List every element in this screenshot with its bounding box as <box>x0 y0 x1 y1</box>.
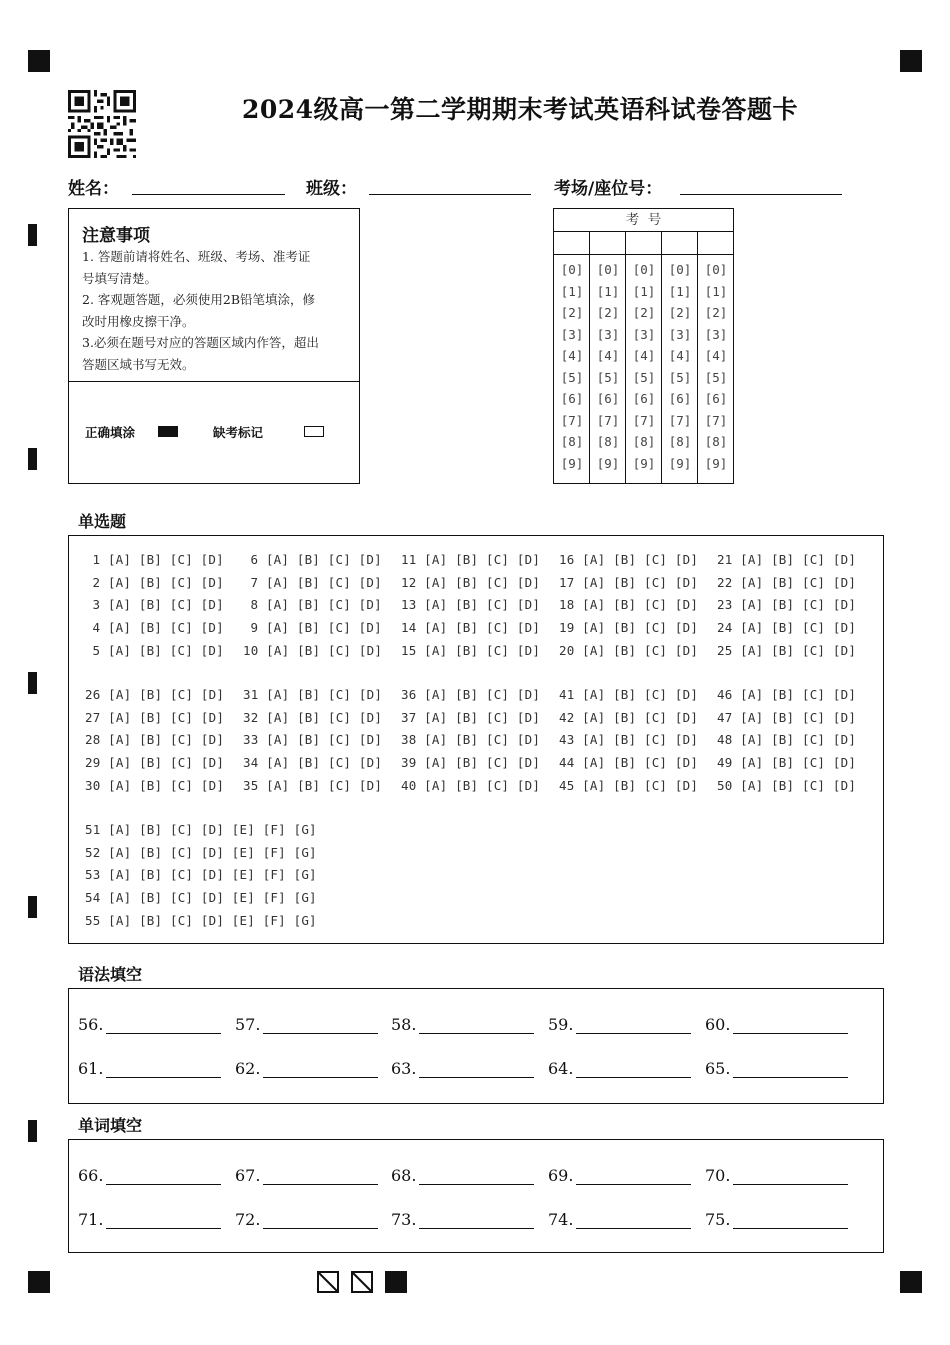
notice-title: 注意事项 <box>82 226 150 246</box>
choice-question-row[interactable]: 27 [A] [B] [C] [D] <box>85 709 225 725</box>
exam-digit-bubble[interactable]: [7] <box>632 412 656 428</box>
notice-line: 改时用橡皮擦干净。 <box>82 313 195 329</box>
exam-digit-bubble[interactable]: [5] <box>596 369 620 385</box>
fill-answer-line[interactable] <box>263 1077 378 1078</box>
exam-digit-bubble[interactable]: [4] <box>560 348 584 363</box>
fill-question-number: 72. <box>235 1210 261 1229</box>
slash-square-icon <box>317 1271 339 1293</box>
fill-answer-line[interactable] <box>733 1077 848 1078</box>
notice-text <box>82 246 352 375</box>
choice-question-row[interactable]: 30 [A] [B] [C] [D] <box>85 777 225 793</box>
exam-number-column <box>662 259 698 474</box>
notice-divider <box>69 381 359 382</box>
side-mark <box>28 672 37 694</box>
exam-number-box <box>553 208 734 484</box>
exam-digit-bubble[interactable]: [1] <box>560 283 584 299</box>
fill-question-number: 62. <box>235 1059 261 1078</box>
word-fill-box <box>68 1139 884 1253</box>
single-choice-box <box>68 535 884 944</box>
exam-digit-bubble[interactable]: [7] <box>668 412 692 428</box>
exam-digit-bubble[interactable]: [1] <box>704 283 728 299</box>
correct-fill-sample <box>158 426 178 437</box>
absent-label: 缺考标记 <box>213 425 264 440</box>
fill-answer-line[interactable] <box>106 1077 221 1078</box>
exam-digit-bubble[interactable]: [2] <box>668 305 692 320</box>
choice-question-row[interactable]: 12 [A] [B] [C] [D] <box>401 574 541 590</box>
page-title: 2024级高一第二学期期末考试英语科试卷答题卡 <box>241 95 799 124</box>
fill-question-number: 69. <box>548 1166 574 1185</box>
choice-question-row[interactable]: 5 [A] [B] [C] [D] <box>92 642 224 658</box>
exam-digit-bubble[interactable]: [4] <box>596 348 620 363</box>
choice-question-row[interactable]: 6 [A] [B] [C] [D] <box>250 552 382 567</box>
exam-digit-bubble[interactable]: [2] <box>596 305 620 320</box>
choice-question-row[interactable]: 36 [A] [B] [C] [D] <box>401 687 541 702</box>
exam-digit-bubble[interactable]: [6] <box>560 391 584 406</box>
choice-question-row[interactable]: 14 [A] [B] [C] [D] <box>401 620 541 636</box>
exam-number-column <box>590 259 626 474</box>
fill-answer-line[interactable] <box>263 1033 378 1034</box>
exam-digit-bubble[interactable]: [1] <box>632 283 656 299</box>
choice-question-row[interactable]: 54 [A] [B] [C] [D] [E] [F] [G] <box>85 890 317 906</box>
choice-question-row[interactable]: 15 [A] [B] [C] [D] <box>401 642 541 658</box>
exam-digit-bubble[interactable]: [6] <box>632 391 656 406</box>
exam-digit-bubble[interactable]: [6] <box>704 391 728 406</box>
exam-digit-bubble[interactable]: [5] <box>560 369 584 385</box>
word-fill-title: 单词填空 <box>78 1116 143 1135</box>
exam-digit-bubble[interactable]: [3] <box>668 326 692 342</box>
choice-question-row[interactable]: 39 [A] [B] [C] [D] <box>401 755 541 771</box>
choice-question-row[interactable]: 52 [A] [B] [C] [D] [E] [F] [G] <box>85 844 317 860</box>
exam-digit-bubble[interactable]: [5] <box>632 369 656 385</box>
fill-question-number: 68. <box>391 1166 417 1185</box>
choice-question-row[interactable]: 16 [A] [B] [C] [D] <box>559 552 699 567</box>
fill-question-number: 61. <box>78 1059 104 1078</box>
exam-digit-bubble[interactable]: [7] <box>596 412 620 428</box>
choice-question-row[interactable]: 20 [A] [B] [C] [D] <box>559 642 699 658</box>
exam-digit-bubble[interactable]: [3] <box>560 326 584 342</box>
choice-question-row[interactable]: 31 [A] [B] [C] [D] <box>243 687 383 702</box>
slash-square-icon <box>351 1271 373 1293</box>
exam-digit-bubble[interactable]: [6] <box>596 391 620 406</box>
notice-line: 2. 客观题答题，必须使用2B铅笔填涂，修 <box>82 292 316 307</box>
fill-question-number: 56. <box>78 1015 104 1034</box>
notice-box <box>68 208 360 484</box>
choice-question-row[interactable]: 21 [A] [B] [C] [D] <box>717 552 857 567</box>
exam-digit-bubble[interactable]: [3] <box>704 326 728 342</box>
single-choice-title: 单选题 <box>78 512 127 531</box>
fill-question-number: 58. <box>391 1015 417 1034</box>
side-mark <box>28 224 37 246</box>
fill-answer-line[interactable] <box>576 1228 691 1229</box>
exam-digit-bubble[interactable]: [5] <box>668 369 692 385</box>
exam-number-column <box>698 259 734 474</box>
choice-question-row[interactable]: 2 [A] [B] [C] [D] <box>92 574 224 590</box>
exam-digit-bubble[interactable]: [0] <box>632 262 656 277</box>
choice-question-row[interactable]: 34 [A] [B] [C] [D] <box>243 755 383 771</box>
choice-question-row[interactable]: 51 [A] [B] [C] [D] [E] [F] [G] <box>85 822 317 837</box>
exam-digit-bubble[interactable]: [2] <box>704 305 728 320</box>
fill-answer-line[interactable] <box>419 1184 534 1185</box>
exam-digit-bubble[interactable]: [7] <box>704 412 728 428</box>
room-seat-field[interactable] <box>680 194 842 195</box>
exam-digit-bubble[interactable]: [4] <box>704 348 728 363</box>
corner-mark-top-right <box>900 50 922 72</box>
exam-digit-bubble[interactable]: [0] <box>560 262 584 277</box>
fill-question-number: 75. <box>705 1210 731 1229</box>
exam-digit-bubble[interactable]: [8] <box>560 434 584 449</box>
exam-digit-bubble[interactable]: [1] <box>596 283 620 299</box>
exam-digit-bubble[interactable]: [9] <box>632 455 656 471</box>
exam-digit-bubble[interactable]: [0] <box>596 262 620 277</box>
choice-question-row[interactable]: 22 [A] [B] [C] [D] <box>717 574 857 590</box>
exam-digit-bubble[interactable]: [0] <box>668 262 692 277</box>
choice-question-row[interactable]: 53 [A] [B] [C] [D] [E] [F] [G] <box>85 867 317 883</box>
choice-question-row[interactable]: 55 [A] [B] [C] [D] [E] [F] [G] <box>85 912 317 928</box>
fill-answer-line[interactable] <box>733 1184 848 1185</box>
fill-answer-line[interactable] <box>106 1184 221 1185</box>
notice-line: 1. 答题前请将姓名、班级、考场、准考证 <box>82 249 311 264</box>
fill-answer-line[interactable] <box>263 1184 378 1185</box>
choice-question-row[interactable]: 46 [A] [B] [C] [D] <box>717 687 857 702</box>
choice-question-row[interactable]: 23 [A] [B] [C] [D] <box>717 597 857 613</box>
corner-mark-top-left <box>28 50 50 72</box>
fill-question-number: 57. <box>235 1015 261 1034</box>
fill-answer-line[interactable] <box>263 1228 378 1229</box>
fill-question-number: 67. <box>235 1166 261 1185</box>
name-label: 姓名： <box>68 179 119 199</box>
choice-question-row[interactable]: 37 [A] [B] [C] [D] <box>401 709 541 725</box>
exam-digit-bubble[interactable]: [8] <box>632 434 656 449</box>
side-mark <box>28 896 37 918</box>
fill-answer-line[interactable] <box>419 1033 534 1034</box>
fill-answer-line[interactable] <box>576 1077 691 1078</box>
choice-question-row[interactable]: 1 [A] [B] [C] [D] <box>92 552 224 567</box>
choice-question-row[interactable]: 35 [A] [B] [C] [D] <box>243 777 383 793</box>
corner-mark-bottom-left <box>28 1271 50 1293</box>
choice-question-row[interactable]: 24 [A] [B] [C] [D] <box>717 620 857 636</box>
choice-question-row[interactable]: 19 [A] [B] [C] [D] <box>559 620 699 636</box>
exam-digit-bubble[interactable]: [5] <box>704 369 728 385</box>
exam-digit-bubble[interactable]: [6] <box>668 391 692 406</box>
choice-question-row[interactable]: 50 [A] [B] [C] [D] <box>717 777 857 793</box>
notice-line: 3.必须在题号对应的答题区域内作答，超出 <box>82 335 319 350</box>
fill-answer-line[interactable] <box>576 1033 691 1034</box>
choice-question-row[interactable]: 10 [A] [B] [C] [D] <box>243 642 383 658</box>
exam-digit-bubble[interactable]: [4] <box>632 348 656 363</box>
choice-question-row[interactable]: 49 [A] [B] [C] [D] <box>717 755 857 771</box>
exam-number-divider <box>554 231 733 232</box>
exam-digit-bubble[interactable]: [3] <box>596 326 620 342</box>
choice-question-row[interactable]: 11 [A] [B] [C] [D] <box>401 552 541 567</box>
exam-digit-bubble[interactable]: [4] <box>668 348 692 363</box>
exam-digit-bubble[interactable]: [8] <box>704 434 728 449</box>
choice-question-row[interactable]: 28 [A] [B] [C] [D] <box>85 732 225 748</box>
choice-question-row[interactable]: 45 [A] [B] [C] [D] <box>559 777 699 793</box>
exam-digit-bubble[interactable]: [1] <box>668 283 692 299</box>
fill-question-number: 71. <box>78 1210 104 1229</box>
exam-number-column <box>626 259 662 474</box>
choice-question-row[interactable]: 26 [A] [B] [C] [D] <box>85 687 225 702</box>
fill-question-number: 73. <box>391 1210 417 1229</box>
exam-digit-bubble[interactable]: [2] <box>560 305 584 320</box>
absent-mark-box[interactable] <box>304 426 324 437</box>
corner-mark-bottom-right <box>900 1271 922 1293</box>
name-field[interactable] <box>132 194 285 195</box>
choice-question-row[interactable]: 40 [A] [B] [C] [D] <box>401 777 541 793</box>
room-seat-label: 考场/座位号： <box>554 179 663 199</box>
correct-fill-label: 正确填涂 <box>85 425 136 440</box>
fill-question-number: 59. <box>548 1015 574 1034</box>
choice-question-row[interactable]: 3 [A] [B] [C] [D] <box>92 597 224 613</box>
exam-number-column <box>554 259 590 474</box>
exam-digit-bubble[interactable]: [3] <box>632 326 656 342</box>
choice-question-row[interactable]: 25 [A] [B] [C] [D] <box>717 642 857 658</box>
fill-question-number: 70. <box>705 1166 731 1185</box>
fill-question-number: 65. <box>705 1059 731 1078</box>
fill-question-number: 63. <box>391 1059 417 1078</box>
notice-line: 号填写清楚。 <box>82 270 158 286</box>
choice-question-row[interactable]: 48 [A] [B] [C] [D] <box>717 732 857 748</box>
fill-question-number: 60. <box>705 1015 731 1034</box>
grammar-fill-title: 语法填空 <box>78 965 143 984</box>
choice-question-row[interactable]: 44 [A] [B] [C] [D] <box>559 755 699 771</box>
grammar-fill-box <box>68 988 884 1104</box>
class-label: 班级： <box>306 179 357 199</box>
exam-number-divider <box>554 254 733 255</box>
exam-digit-bubble[interactable]: [8] <box>668 434 692 449</box>
choice-question-row[interactable]: 33 [A] [B] [C] [D] <box>243 732 383 748</box>
choice-question-row[interactable]: 8 [A] [B] [C] [D] <box>250 597 382 613</box>
exam-digit-bubble[interactable]: [8] <box>596 434 620 449</box>
exam-digit-bubble[interactable]: [7] <box>560 412 584 428</box>
exam-digit-bubble[interactable]: [9] <box>560 455 584 471</box>
choice-question-row[interactable]: 42 [A] [B] [C] [D] <box>559 709 699 725</box>
fill-answer-line[interactable] <box>733 1033 848 1034</box>
choice-question-row[interactable]: 17 [A] [B] [C] [D] <box>559 574 699 590</box>
exam-digit-bubble[interactable]: [9] <box>668 455 692 471</box>
fill-answer-line[interactable] <box>106 1228 221 1229</box>
choice-question-row[interactable]: 43 [A] [B] [C] [D] <box>559 732 699 748</box>
fill-question-number: 64. <box>548 1059 574 1078</box>
choice-question-row[interactable]: 4 [A] [B] [C] [D] <box>92 620 224 636</box>
choice-question-row[interactable]: 38 [A] [B] [C] [D] <box>401 732 541 748</box>
fill-answer-line[interactable] <box>733 1228 848 1229</box>
fill-answer-line[interactable] <box>419 1228 534 1229</box>
choice-question-row[interactable]: 9 [A] [B] [C] [D] <box>250 620 382 636</box>
choice-question-row[interactable]: 32 [A] [B] [C] [D] <box>243 709 383 725</box>
side-mark <box>28 448 37 470</box>
choice-question-row[interactable]: 13 [A] [B] [C] [D] <box>401 597 541 613</box>
choice-question-row[interactable]: 18 [A] [B] [C] [D] <box>559 597 699 613</box>
fill-question-number: 66. <box>78 1166 104 1185</box>
exam-digit-bubble[interactable]: [2] <box>632 305 656 320</box>
fill-question-number: 74. <box>548 1210 574 1229</box>
choice-question-row[interactable]: 29 [A] [B] [C] [D] <box>85 755 225 771</box>
choice-question-row[interactable]: 41 [A] [B] [C] [D] <box>559 687 699 702</box>
exam-digit-bubble[interactable]: [9] <box>704 455 728 471</box>
exam-digit-bubble[interactable]: [0] <box>704 262 728 277</box>
fill-answer-line[interactable] <box>106 1033 221 1034</box>
choice-question-row[interactable]: 47 [A] [B] [C] [D] <box>717 709 857 725</box>
fill-answer-line[interactable] <box>576 1184 691 1185</box>
class-field[interactable] <box>369 194 531 195</box>
side-mark <box>28 1120 37 1142</box>
exam-digit-bubble[interactable]: [9] <box>596 455 620 471</box>
choice-question-row[interactable]: 7 [A] [B] [C] [D] <box>250 574 382 590</box>
notice-line: 答题区域书写无效。 <box>82 356 195 372</box>
fill-answer-line[interactable] <box>419 1077 534 1078</box>
exam-number-header: 考 号 <box>625 212 662 228</box>
filled-square-mark <box>385 1271 407 1293</box>
